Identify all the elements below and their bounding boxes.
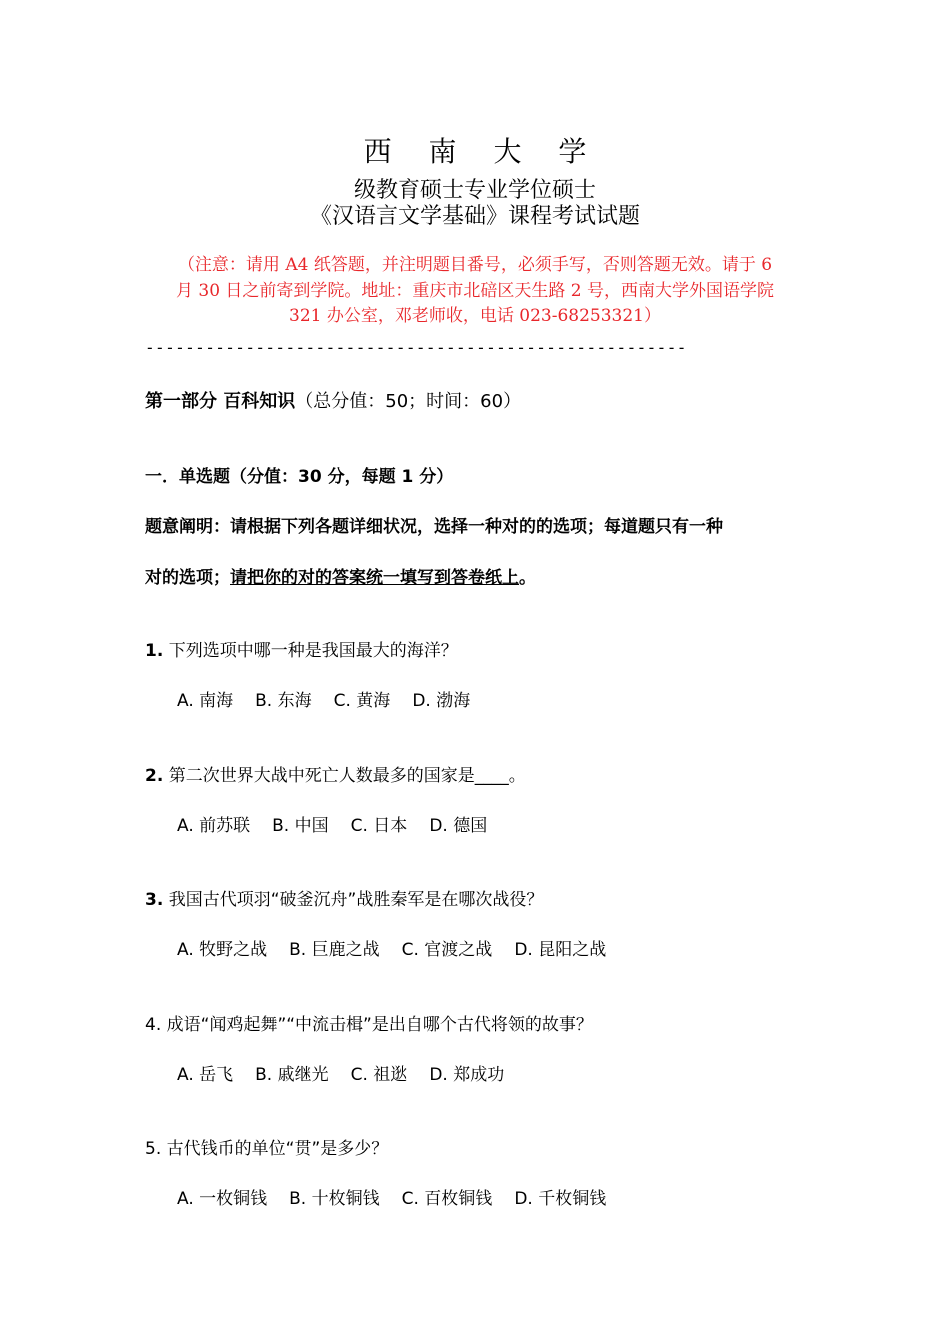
instruction-underlined: 请把你的对的答案统一填写到答卷纸上	[230, 568, 519, 588]
question-5	[145, 1134, 388, 1159]
option-b: B. 东海	[255, 691, 312, 711]
question-number: 5.	[145, 1139, 162, 1159]
question-text: 下列选项中哪一种是我国最大的海洋？	[163, 641, 458, 661]
option-d: D. 千枚铜钱	[514, 1189, 607, 1209]
instruction-line-2	[145, 563, 536, 588]
university-title: 西 南 大 学	[363, 135, 601, 168]
part-heading	[145, 387, 521, 413]
question-text: 我国古代项羽“破釜沉舟”战胜秦军是在哪次战役？	[163, 890, 544, 910]
option-c: C. 日本	[350, 816, 408, 836]
option-c: C. 祖逖	[350, 1065, 408, 1085]
option-a: A. 南海	[177, 691, 234, 711]
question-number: 3.	[145, 890, 164, 910]
section-heading: 一．单选题（分值：30 分，每题 1 分）	[145, 467, 454, 487]
course-subtitle: 《汉语言文学基础》课程考试试题	[309, 204, 640, 229]
option-b: B. 十枚铜钱	[289, 1189, 380, 1209]
question-2	[145, 761, 526, 786]
question-number: 4.	[145, 1015, 162, 1035]
option-b: B. 巨鹿之战	[289, 940, 380, 960]
option-d: D. 郑成功	[429, 1065, 505, 1085]
option-d: D. 德国	[429, 816, 488, 836]
question-3	[145, 885, 543, 910]
notice-line-3: 321 办公室，邓老师收，电话 023-68253321）	[289, 306, 661, 326]
instruction-plain: 对的选项；	[145, 568, 230, 588]
option-a: A. 岳飞	[177, 1065, 234, 1085]
option-b: B. 中国	[272, 816, 329, 836]
question-5-options	[177, 1184, 606, 1209]
question-4-options	[177, 1060, 504, 1085]
program-subtitle: 级教育硕士专业学位硕士	[353, 178, 596, 203]
question-text: 第二次世界大战中死亡人数最多的国家是____。	[163, 766, 526, 786]
option-a: A. 一枚铜钱	[177, 1189, 268, 1209]
instruction-line-1: 题意阐明：请根据下列各题详细状况，选择一种对的的选项；每道题只有一种	[145, 517, 723, 537]
option-d: D. 渤海	[412, 691, 471, 711]
part-info: （总分值：50；时间：60）	[295, 391, 522, 412]
notice-line-2: 月 30 日之前寄到学院。地址：重庆市北碚区天生路 2 号，西南大学外国语学院	[175, 281, 775, 301]
option-b: B. 戚继光	[255, 1065, 329, 1085]
question-2-options	[177, 811, 487, 836]
option-a: A. 前苏联	[177, 816, 251, 836]
question-text: 成语“闻鸡起舞”“中流击楫”是出自哪个古代将领的故事？	[161, 1015, 593, 1035]
question-1	[145, 636, 458, 661]
option-c: C. 百枚铜钱	[401, 1189, 493, 1209]
question-number: 1.	[145, 641, 164, 661]
question-number: 2.	[145, 766, 164, 786]
part-title: 第一部分 百科知识	[145, 391, 296, 412]
question-3-options	[177, 935, 606, 960]
option-c: C. 黄海	[333, 691, 391, 711]
question-4	[145, 1010, 593, 1035]
option-d: D. 昆阳之战	[514, 940, 607, 960]
option-c: C. 官渡之战	[401, 940, 493, 960]
instruction-end: 。	[519, 568, 536, 588]
question-1-options	[177, 686, 470, 711]
divider-line: ------------------------------------------------------	[145, 338, 687, 357]
option-a: A. 牧野之战	[177, 940, 268, 960]
question-text: 古代钱币的单位“贯”是多少？	[161, 1139, 389, 1159]
notice-line-1: （注意：请用 A4 纸答题，并注明题目番号，必须手写，否则答题无效。请于 6	[177, 255, 773, 275]
